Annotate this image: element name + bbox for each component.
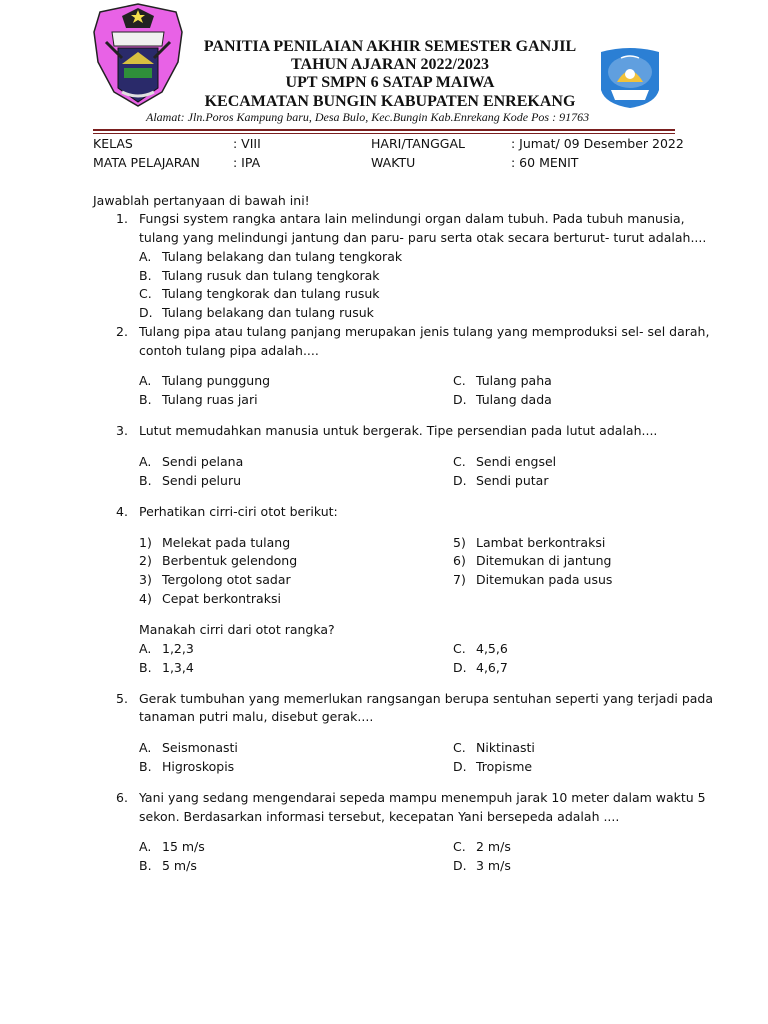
- q5-option-d-label: D.: [453, 759, 467, 774]
- q4-item-7-num: 7): [453, 572, 466, 587]
- q3-option-c: Sendi engsel: [476, 454, 557, 469]
- q5-text-line2: tanaman putri malu, disebut gerak....: [139, 709, 374, 724]
- q5-text-line1: Gerak tumbuhan yang memerlukan rangsangan berupa sentuhan seperti yang terjadi pada: [139, 691, 714, 706]
- q1-option-d-label: D.: [139, 305, 153, 320]
- q2-text-line1: Tulang pipa atau tulang panjang merupakan jenis tulang yang memproduksi sel- sel darah,: [139, 324, 710, 339]
- header-divider-thin: [93, 133, 675, 134]
- hari-label: HARI/TANGGAL: [371, 136, 465, 151]
- q6-option-c: 2 m/s: [476, 839, 511, 854]
- q6-option-b-label: B.: [139, 858, 152, 873]
- regency-emblem-logo: [92, 2, 184, 108]
- q4-option-d: 4,6,7: [476, 660, 508, 675]
- q4-number: 4.: [116, 504, 128, 519]
- waktu-label: WAKTU: [371, 155, 416, 170]
- q3-option-a-label: A.: [139, 454, 152, 469]
- q4-item-3: Tergolong otot sadar: [162, 572, 291, 587]
- q4-item-4: Cepat berkontraksi: [162, 591, 281, 606]
- q4-item-6: Ditemukan di jantung: [476, 553, 612, 568]
- q4-item-1-num: 1): [139, 535, 152, 550]
- tut-wuri-handayani-logo: [597, 46, 663, 110]
- waktu-value: : 60 MENIT: [511, 155, 579, 170]
- q3-option-b: Sendi peluru: [162, 473, 242, 488]
- q4-item-4-num: 4): [139, 591, 152, 606]
- q3-option-a: Sendi pelana: [162, 454, 244, 469]
- q4-item-7: Ditemukan pada usus: [476, 572, 613, 587]
- q6-option-a-label: A.: [139, 839, 152, 854]
- q5-option-a-label: A.: [139, 740, 152, 755]
- q5-option-a: Seismonasti: [162, 740, 238, 755]
- kelas-label: KELAS: [93, 136, 133, 151]
- q1-option-d: Tulang belakang dan tulang rusuk: [162, 305, 374, 320]
- header-line-2: TAHUN AJARAN 2022/2023: [291, 56, 489, 73]
- q4-option-c: 4,5,6: [476, 641, 508, 656]
- q5-number: 5.: [116, 691, 128, 706]
- q2-option-b: Tulang ruas jari: [162, 392, 258, 407]
- q4-question: Manakah cirri dari otot rangka?: [139, 622, 335, 637]
- mapel-label: MATA PELAJARAN: [93, 155, 200, 170]
- q2-text-line2: contoh tulang pipa adalah....: [139, 343, 319, 358]
- q4-item-5: Lambat berkontraksi: [476, 535, 606, 550]
- q1-option-a: Tulang belakang dan tulang tengkorak: [162, 249, 403, 264]
- q4-item-2-num: 2): [139, 553, 152, 568]
- q4-option-b-label: B.: [139, 660, 152, 675]
- q2-number: 2.: [116, 324, 128, 339]
- q3-option-c-label: C.: [453, 454, 466, 469]
- q5-option-b-label: B.: [139, 759, 152, 774]
- q1-option-a-label: A.: [139, 249, 152, 264]
- q2-option-a: Tulang punggung: [162, 373, 271, 388]
- q4-item-1: Melekat pada tulang: [162, 535, 291, 550]
- q6-text-line1: Yani yang sedang mengendarai sepeda mampu menempuh jarak 10 meter dalam waktu 5: [139, 790, 706, 805]
- q6-text-line2: sekon. Berdasarkan informasi tersebut, kecepatan Yani bersepeda adalah ....: [139, 809, 620, 824]
- q6-option-b: 5 m/s: [162, 858, 197, 873]
- q1-text-line1: Fungsi system rangka antara lain melindungi organ dalam tubuh. Pada tubuh manusia,: [139, 211, 685, 226]
- q4-option-a-label: A.: [139, 641, 152, 656]
- header-address: Alamat: Jln.Poros Kampung baru, Desa Bulo, Kec.Bungin Kab.Enrekang Kode Pos : 91763: [146, 110, 590, 124]
- q1-option-b: Tulang rusuk dan tulang tengkorak: [162, 268, 380, 283]
- q2-option-c-label: C.: [453, 373, 466, 388]
- q4-option-b: 1,3,4: [162, 660, 194, 675]
- q5-option-d: Tropisme: [476, 759, 533, 774]
- q3-number: 3.: [116, 423, 128, 438]
- q4-item-6-num: 6): [453, 553, 466, 568]
- hari-value: : Jumat/ 09 Desember 2022: [511, 136, 684, 151]
- header-line-1: PANITIA PENILAIAN AKHIR SEMESTER GANJIL: [203, 38, 577, 55]
- q3-option-b-label: B.: [139, 473, 152, 488]
- mapel-value: : IPA: [233, 155, 261, 170]
- header-divider-thick: [93, 129, 675, 131]
- q5-option-c-label: C.: [453, 740, 466, 755]
- q1-option-c-label: C.: [139, 286, 152, 301]
- instruction: Jawablah pertanyaan di bawah ini!: [93, 193, 310, 208]
- q4-option-a: 1,2,3: [162, 641, 194, 656]
- q4-item-5-num: 5): [453, 535, 466, 550]
- q3-option-d: Sendi putar: [476, 473, 549, 488]
- q3-text-line1: Lutut memudahkan manusia untuk bergerak. Tipe persendian pada lutut adalah....: [139, 423, 658, 438]
- q2-option-d-label: D.: [453, 392, 467, 407]
- q1-number: 1.: [116, 211, 128, 226]
- q4-option-d-label: D.: [453, 660, 467, 675]
- q2-option-d: Tulang dada: [476, 392, 552, 407]
- q4-item-3-num: 3): [139, 572, 152, 587]
- q1-option-b-label: B.: [139, 268, 152, 283]
- q6-option-d: 3 m/s: [476, 858, 511, 873]
- q6-option-d-label: D.: [453, 858, 467, 873]
- q6-number: 6.: [116, 790, 128, 805]
- q6-option-c-label: C.: [453, 839, 466, 854]
- q5-option-c: Niktinasti: [476, 740, 535, 755]
- kelas-value: : VIII: [233, 136, 261, 151]
- q2-option-b-label: B.: [139, 392, 152, 407]
- q6-option-a: 15 m/s: [162, 839, 205, 854]
- q4-option-c-label: C.: [453, 641, 466, 656]
- q5-option-b: Higroskopis: [162, 759, 235, 774]
- header-line-3: UPT SMPN 6 SATAP MAIWA: [285, 74, 495, 91]
- q1-text-line2: tulang yang melindungi jantung dan paru- paru serta otak secara berturut- turut adalah....: [139, 230, 707, 245]
- header-line-4: KECAMATAN BUNGIN KABUPATEN ENREKANG: [204, 93, 576, 110]
- q2-option-a-label: A.: [139, 373, 152, 388]
- q1-option-c: Tulang tengkorak dan tulang rusuk: [162, 286, 380, 301]
- q2-option-c: Tulang paha: [476, 373, 552, 388]
- q4-text-line1: Perhatikan cirri-ciri otot berikut:: [139, 504, 338, 519]
- q4-item-2: Berbentuk gelendong: [162, 553, 298, 568]
- q3-option-d-label: D.: [453, 473, 467, 488]
